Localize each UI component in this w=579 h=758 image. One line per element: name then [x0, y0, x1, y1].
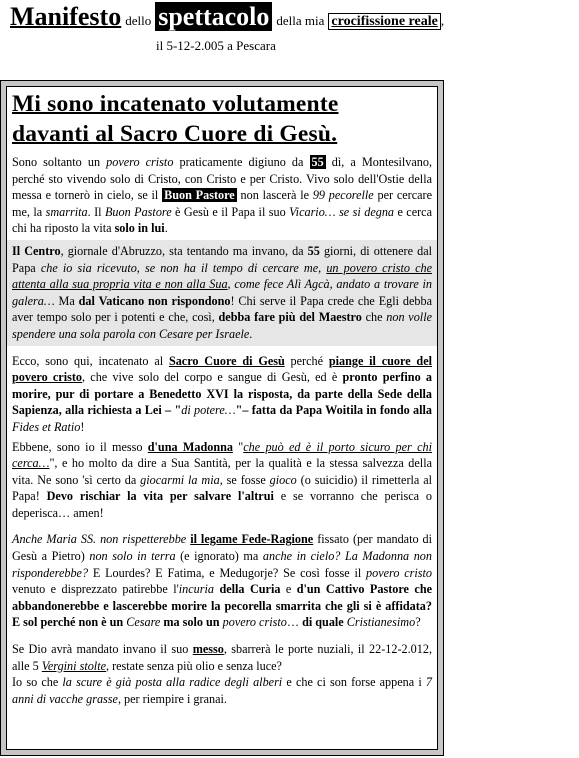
title-line-1: Mi sono incatenato volutamente: [12, 91, 339, 117]
paragraph-3: Ecco, sono qui, incatenato al Sacro Cuore di Gesù perché piange il cuore del povero cristo, che vive solo del corpo e sangue di Gesù, ed è pronto perfino a morire, pur di portare a Benedetto XVI la risposta, da parte della Sede della Sapienza, alla richiesta a Lei – "di potere…"– fatta da Papa Woitila in fondo alla Fides et Ratio!: [12, 353, 432, 434]
header-spettacolo: spettacolo: [155, 2, 272, 31]
paragraph-6: Se Dio avrà mandato invano il suo messo, sbarrerà le porte nuziali, il 22-12-2.012, alle 5 Vergini stolte, restate senza più olio e senza luce? Io so che la scure è già posta alla radice degli alberi e che ci son forse appena i 7 anni di vacche grasse, per riempire i granai.: [12, 642, 432, 706]
manifesto-header: [10, 2, 570, 32]
page-title: [12, 89, 432, 149]
header-della-mia: della mia: [276, 13, 325, 28]
paragraph-5: Anche Maria SS. non rispetterebbe il legame Fede-Ragione fissato (per mandato di Gesù a Pietro) non solo in terra (e ignorato) ma anche in cielo? La Madonna non risponderebbe? E Lourdes? E Fatima, e Medugorje? Se così fosse il povero cristo venuto e disprezzato patirebbe l'incuria della Curia e d'un Cattivo Pastore che abbandonerebbe e lascerebbe morire la pecorella smarrita che gli si è affidata? E sol perché non è un Cesare ma solo un povero cristo… di quale Cristianesimo?: [12, 532, 433, 630]
header-manifesto: Manifesto: [10, 2, 122, 31]
paragraph-1: Sono soltanto un povero cristo praticamente digiuno da 55 dì, a Montesilvano, perché sto vivendo solo di Cristo, con Cristo e per Cristo. Vivo solo dell'Ostie della messa e tornerò in cielo, se il Buon Pastore non lascerà le 99 pecorelle per cercare me, la smarrita. Il Buon Pastore è Gesù e il Papa il suo Vicario… se si degna e cerca chi ha riposto la vita solo in lui.: [12, 155, 433, 236]
document-body: [6, 86, 438, 750]
header-dello: dello: [125, 13, 152, 28]
title-line-2: davanti al Sacro Cuore di Gesù.: [12, 121, 338, 147]
header-date-place: il 5-12-2.005 a Pescara: [156, 38, 276, 53]
paragraph-4: Ebbene, sono io il messo d'una Madonna "che può ed è il porto sicuro per chi cerca…", e ho molto da dire a Sua Santità, per la qualità e la stessa salvezza della vita. Ne sono 'sì certo da giocarmi la mia, se fosse gioco (o suicidio) il rimetterla al Papa! Devo rischiar la vita per salvare l'altrui e se vorranno che perisca o deperisca… amen!: [12, 439, 433, 520]
paragraph-2: Il Centro, giornale d'Abruzzo, sta tentando ma invano, da 55 giorni, di ottenere dal Papa che io sia ricevuto, se non ha il tempo di cercare me, un povero cristo che attenta alla sua propria vita e non alla Sua, come fece Alì Agcà, andato a trovare in galera… Ma dal Vaticano non rispondono! Chi serve il Papa crede che Egli debba aver tempo solo per i potenti e che, così, debba fare più del Maestro che non volle spendere una sola parola con Cesare per Israele.: [7, 240, 437, 346]
header-crocifissione: crocifissione reale: [328, 13, 440, 30]
document-frame: [0, 80, 444, 756]
header-comma: ,: [440, 13, 445, 28]
